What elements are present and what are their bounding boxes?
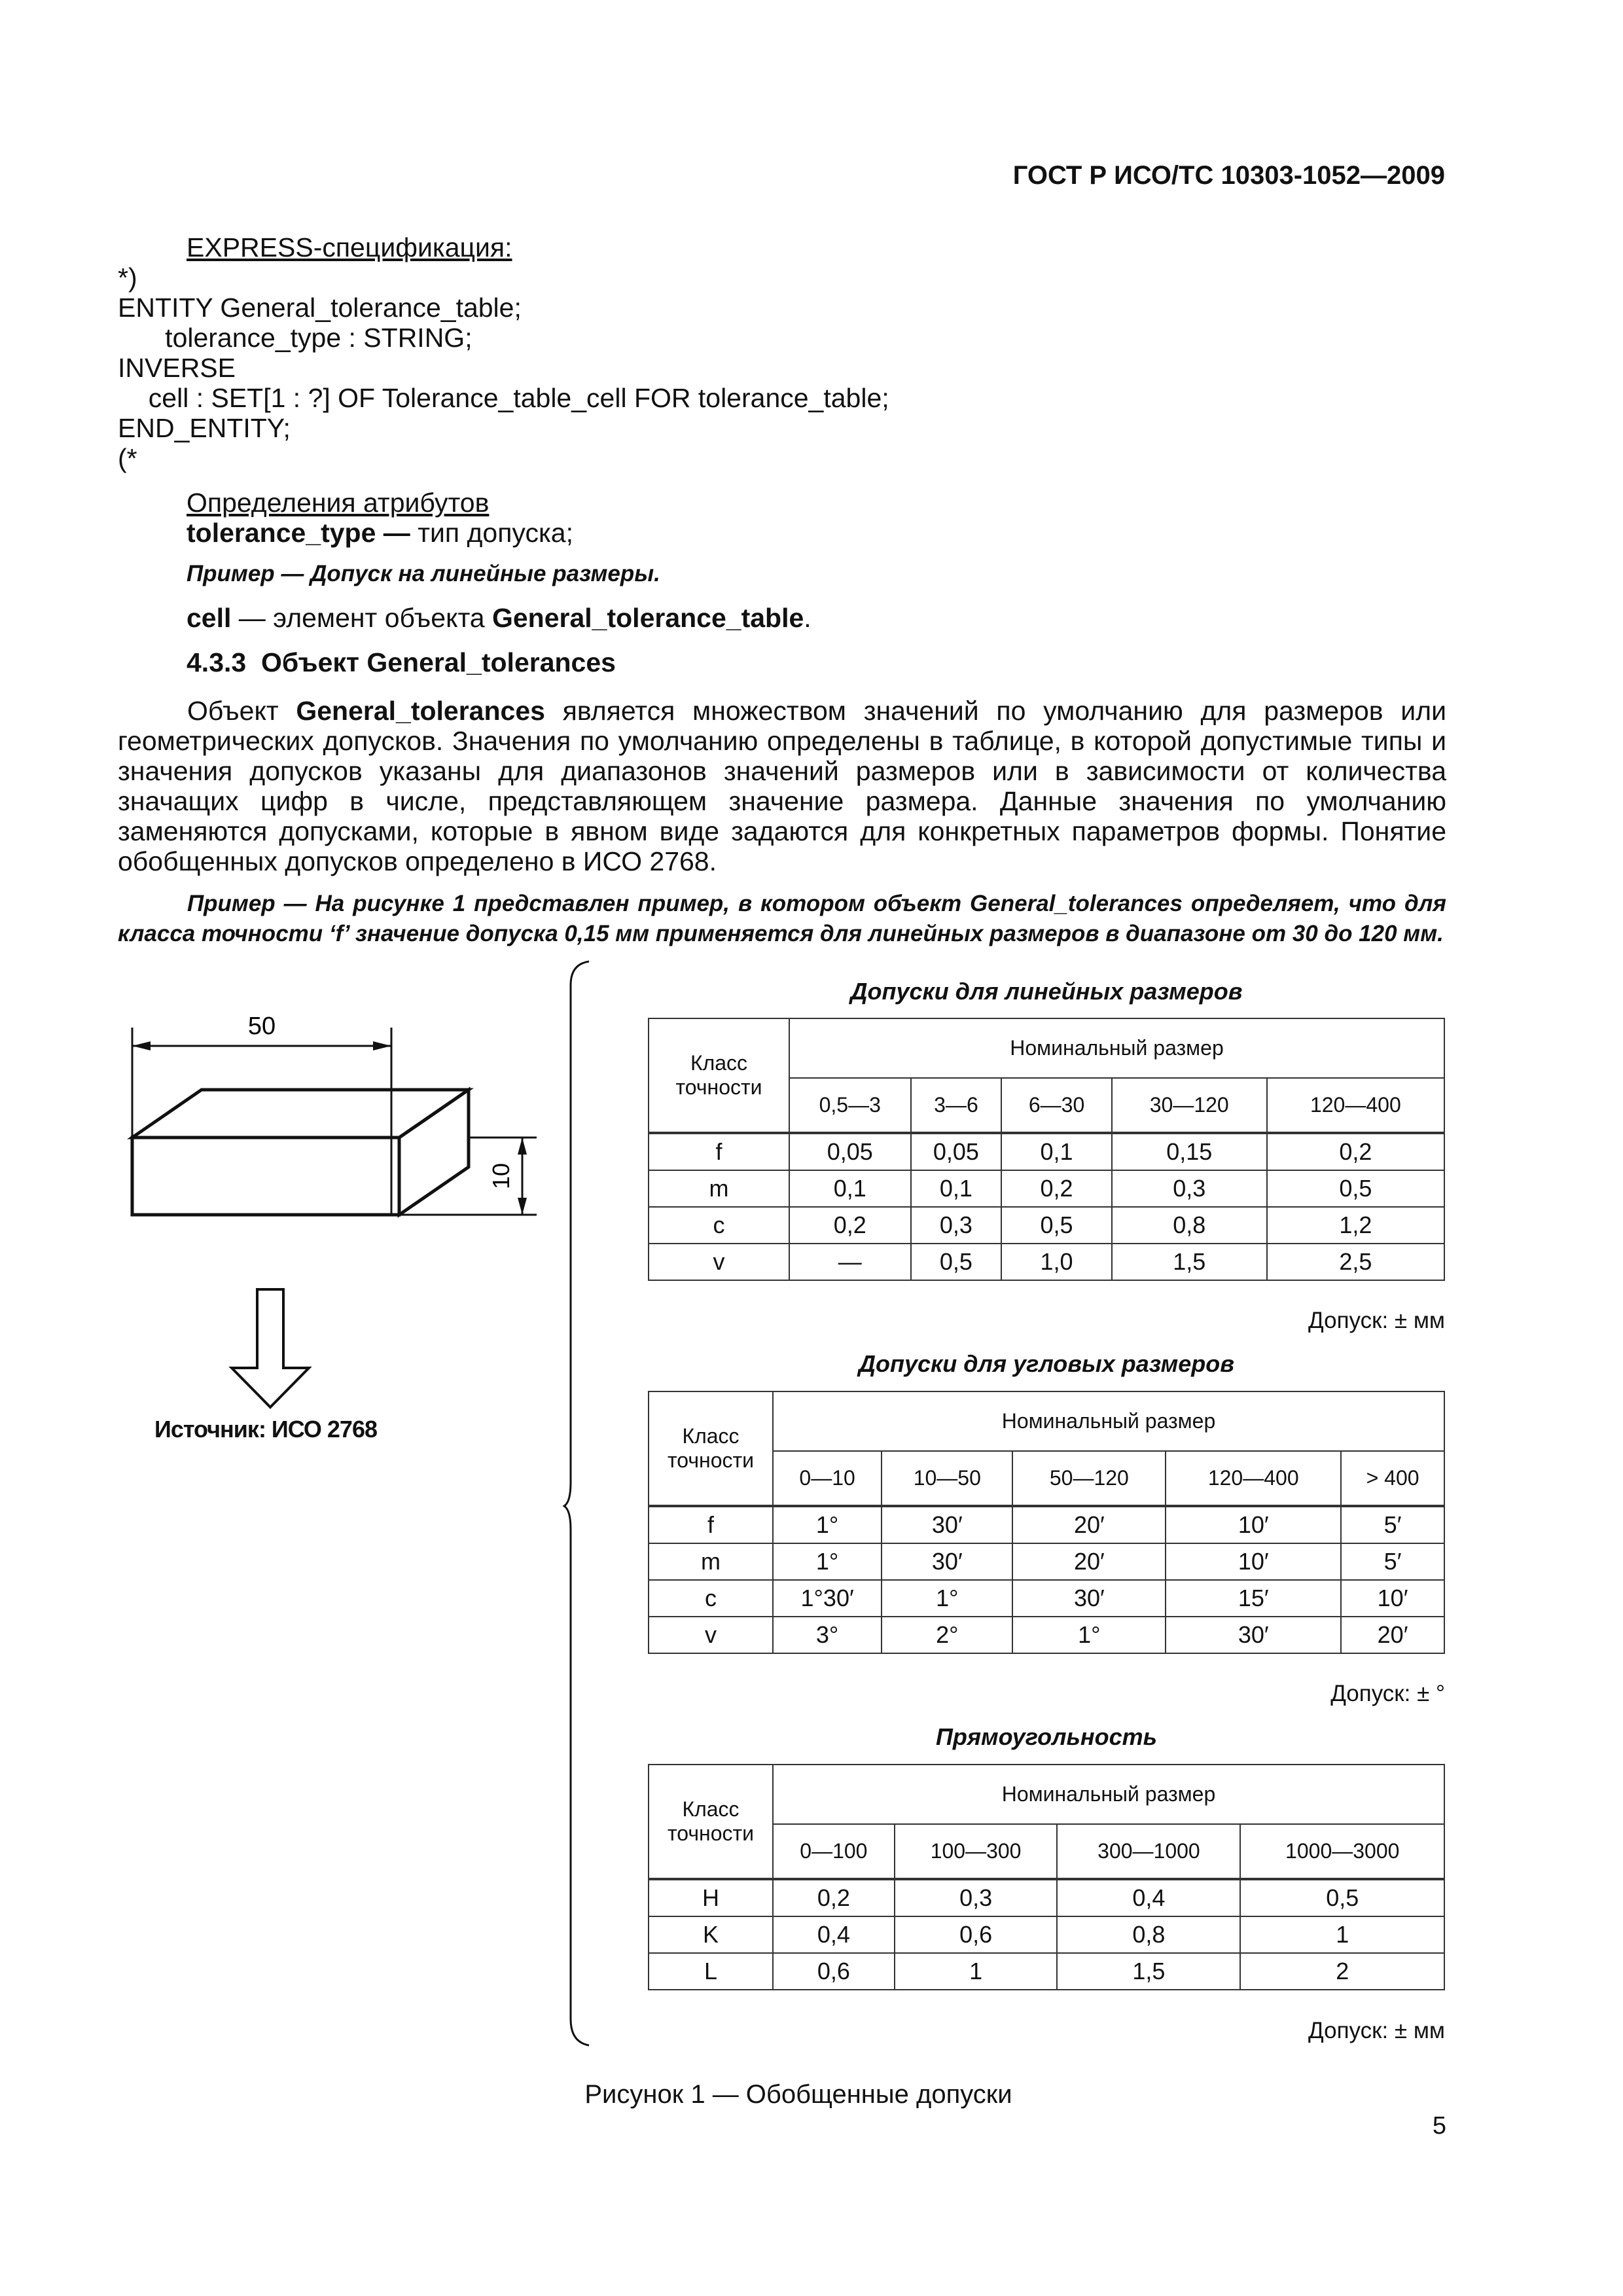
class-header: Класс точности: [649, 1765, 773, 1879]
express-line: (*: [118, 443, 137, 473]
attributes-label: Определения атрибутов: [187, 488, 490, 518]
section-paragraph: Объект General_tolerances является множеством значений по умолчанию для размеров или геометрических допусков. Значения по умолчанию определены в таблице, в которой допустимые типы и значения допусков указаны для диапазонов значений размеров или в зависимости от количества значащих цифр в числе, представляющем значение размера. Данные значения по умолчанию заменяются допусками, которые в явном виде задаются для конкретных параметров формы. Понятие обобщенных допусков определено в ИСО 2768.: [118, 696, 1446, 876]
down-arrow-icon: [232, 1289, 309, 1407]
document-header: ГОСТ Р ИСО/ТС 10303-1052—2009: [1012, 161, 1445, 190]
squareness-tolerance-table: [648, 1764, 1445, 1990]
range-header: 120—400: [1267, 1078, 1444, 1133]
arrowhead: [518, 1138, 527, 1155]
table-row: v — 0,5 1,0 1,5 2,5: [649, 1244, 1444, 1280]
express-block: [118, 232, 889, 473]
table-row: L 0,6 1 1,5 2: [649, 1953, 1444, 1990]
table-row: m 1° 30′ 20′ 10′ 5′: [649, 1543, 1444, 1580]
table-row: f 1° 30′ 20′ 10′ 5′: [649, 1506, 1444, 1543]
range-header: 300—1000: [1057, 1824, 1240, 1879]
table-row: K 0,4 0,6 0,8 1: [649, 1916, 1444, 1953]
attribute-cell: cell — элемент объекта General_tolerance_table.: [187, 603, 812, 633]
section-example: Пример — На рисунке 1 представлен пример, в котором объект General_tolerances определяет, что для класса точности ‘f’ значение допуска 0,15 мм применяется для линейных размеров в диапазоне от 30 до 120 мм.: [118, 891, 1446, 946]
table-row: H 0,2 0,3 0,4 0,5: [649, 1879, 1444, 1916]
table-title: Допуски для линейных размеров: [850, 978, 1243, 1005]
table-note: Допуск: ± мм: [1308, 2018, 1445, 2043]
table-note: Допуск: ± °: [1330, 1681, 1445, 1706]
figure-caption: Рисунок 1 — Обобщенные допуски: [584, 2080, 1012, 2109]
attribute-definitions: [118, 488, 1446, 677]
range-header: 50—120: [1012, 1451, 1166, 1506]
attribute-tolerance-type: tolerance_type — тип допуска;: [187, 518, 573, 548]
express-line: tolerance_type : STRING;: [143, 323, 473, 353]
table-note: Допуск: ± мм: [1308, 1308, 1445, 1333]
range-header: > 400: [1341, 1451, 1444, 1506]
nominal-header: Номинальный размер: [773, 1391, 1444, 1451]
arrowhead: [132, 1041, 151, 1050]
range-header: 10—50: [882, 1451, 1012, 1506]
table-title: Допуски для угловых размеров: [858, 1350, 1235, 1377]
table-row: f 0,05 0,05 0,1 0,15 0,2: [649, 1133, 1444, 1170]
table-title: Прямоугольность: [935, 1723, 1158, 1750]
arrowhead: [373, 1041, 391, 1050]
box-side-face: [399, 1090, 469, 1215]
arrowhead: [518, 1198, 527, 1215]
class-header: Класс точности: [649, 1391, 773, 1506]
range-header: 0—100: [773, 1824, 895, 1879]
box-front-face: [132, 1138, 399, 1215]
attribute-example: Пример — Допуск на линейные размеры.: [187, 561, 660, 586]
express-label: EXPRESS-спецификация:: [187, 232, 512, 262]
range-header: 6—30: [1001, 1078, 1111, 1133]
range-header: 0,5—3: [789, 1078, 911, 1133]
range-header: 30—120: [1112, 1078, 1267, 1133]
dimension-width-label: 50: [247, 1013, 276, 1040]
nominal-header: Номинальный размер: [773, 1765, 1444, 1824]
table-row: v 3° 2° 1° 30′ 20′: [649, 1617, 1444, 1653]
page-number: 5: [1432, 2112, 1446, 2140]
express-line: cell : SET[1 : ?] OF Tolerance_table_cell FOR tolerance_table;: [134, 383, 889, 413]
box-top-face: [132, 1090, 469, 1138]
range-header: 100—300: [895, 1824, 1058, 1879]
express-line: END_ENTITY;: [118, 413, 291, 443]
section-heading: 4.3.3 Объект General_tolerances: [187, 647, 616, 677]
range-header: 1000—3000: [1240, 1824, 1444, 1879]
angular-tolerance-table: [648, 1391, 1445, 1654]
grouping-brace: [563, 959, 596, 2049]
nominal-header: Номинальный размер: [789, 1018, 1444, 1078]
range-header: 3—6: [911, 1078, 1002, 1133]
express-line: ENTITY General_tolerance_table;: [118, 293, 522, 323]
table-row: c 1°30′ 1° 30′ 15′ 10′: [649, 1580, 1444, 1617]
dimension-height-label: 10: [488, 1162, 514, 1190]
table-row: m 0,1 0,1 0,2 0,3 0,5: [649, 1170, 1444, 1207]
range-header: 120—400: [1166, 1451, 1341, 1506]
express-line: INVERSE: [118, 353, 236, 383]
table-row: c 0,2 0,3 0,5 0,8 1,2: [649, 1207, 1444, 1244]
range-header: 0—10: [773, 1451, 882, 1506]
express-line: *): [118, 262, 137, 293]
drawing-source: Источник: ИСО 2768: [154, 1416, 377, 1443]
linear-tolerance-table: [648, 1018, 1445, 1281]
class-header: Класс точности: [649, 1018, 789, 1133]
